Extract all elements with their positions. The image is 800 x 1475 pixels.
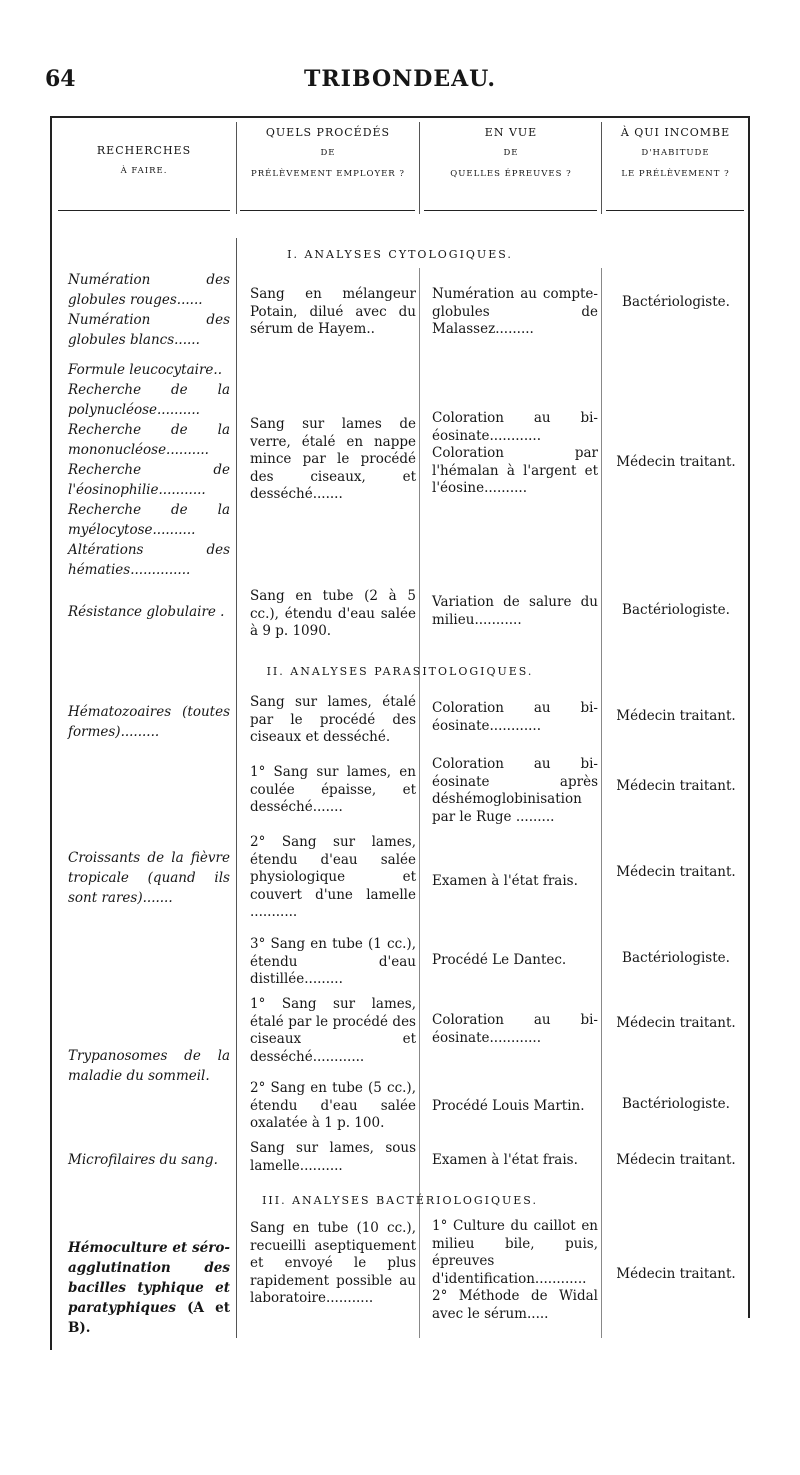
recherche-cell — [68, 360, 230, 580]
qui-cell: Médecin traitant. — [616, 1266, 736, 1282]
column-header-line: DE — [320, 148, 336, 158]
procede-cell: Sang sur lames, sous lamelle.......... — [250, 1140, 416, 1174]
column-header-line: À QUI INCOMBE — [620, 126, 731, 139]
table-right-border — [748, 118, 750, 1318]
procede-cell: Sang sur lames de verre, étalé en nappe mince par le procédé des ciseaux, et desséché....... — [250, 416, 416, 502]
epreuve-line: Coloration au bi-éosinate............ — [432, 410, 598, 444]
recherche-cell — [68, 1238, 230, 1338]
recherche-cell — [68, 270, 230, 350]
header-rule — [606, 210, 744, 211]
recherche-line: Recherche de la myélocytose.......... — [68, 502, 230, 538]
qui-cell: Médecin traitant. — [616, 778, 736, 794]
epreuve-cell: Coloration au bi-éosinate............ — [432, 1012, 598, 1046]
column-header-procedes — [238, 122, 418, 185]
recherche-cell: Croissants de la fièvre tropicale (quand ils sont rares)....... — [68, 850, 230, 906]
header-rule — [424, 210, 597, 211]
epreuve-cell: Variation de salure du milieu........... — [432, 594, 598, 628]
recherche-cell: Hématozoaires (toutes formes)......... — [68, 704, 230, 740]
epreuve-cell: Procédé Le Dantec. — [432, 952, 567, 968]
procede-cell: 1° Sang sur lames, étalé par le procédé des ciseaux et desséché............ — [250, 996, 416, 1065]
column-header-line: QUELS PROCÉDÉS — [265, 126, 391, 139]
recherche-line: Recherche de la polynucléose.......... — [68, 382, 230, 418]
procede-cell: 2° Sang sur lames, étendu d'eau salée physiologique et couvert d'une lamelle ........... — [250, 834, 416, 920]
qui-cell: Médecin traitant. — [616, 454, 736, 470]
column-header-line: À FAIRE. — [120, 166, 168, 176]
epreuve-cell: Procédé Louis Martin. — [432, 1098, 585, 1114]
qui-cell: Médecin traitant. — [616, 1152, 736, 1168]
epreuve-line: 2° Méthode de Widal avec le sérum..... — [432, 1288, 598, 1322]
procede-cell: 1° Sang sur lames, en coulée épaisse, et desséché....... — [250, 764, 416, 815]
column-header-line: PRÉLÈVEMENT EMPLOYER ? — [251, 169, 405, 179]
page-title: TRIBONDEAU. — [304, 66, 496, 92]
recherche-line: Recherche de la mononucléose.......... — [68, 422, 230, 458]
epreuve-cell: Examen à l'état frais. — [432, 873, 578, 889]
recherche-cell: Microfilaires du sang. — [68, 1152, 218, 1168]
recherche-line: Recherche de l'éosinophilie........... — [68, 462, 230, 498]
qui-cell: Bactériologiste. — [622, 294, 730, 310]
recherche-line: Altérations des hématies.............. — [68, 542, 230, 578]
section-heading: I. ANALYSES CYTOLOGIQUES. — [287, 248, 513, 261]
column-separator — [236, 122, 237, 214]
column-separator — [601, 122, 602, 214]
column-header-line: QUELLES ÉPREUVES ? — [450, 169, 572, 179]
procede-cell: Sang sur lames, étalé par le procédé des ciseaux et desséché. — [250, 694, 416, 745]
recherche-line: Numération des globules blancs...... — [68, 312, 230, 348]
recherche-line: Numération des globules rouges...... — [68, 272, 230, 308]
procede-cell: Sang en tube (10 cc.), recueilli aseptiquement et envoyé le plus rapidement possible au laboratoire........... — [250, 1220, 416, 1306]
epreuve-line: Coloration par l'hémalan à l'argent et l'éosine.......... — [432, 445, 598, 496]
recherche-cell: Résistance globulaire . — [68, 604, 225, 620]
column-header-line: D'HABITUDE — [641, 148, 710, 158]
header-rule — [240, 210, 415, 211]
procede-cell: 3° Sang en tube (1 cc.), étendu d'eau distillée......... — [250, 936, 416, 987]
qui-cell: Bactériologiste. — [622, 950, 730, 966]
page-number: 64 — [45, 66, 76, 92]
epreuve-cell: Numération au compte-globules de Malassez......... — [432, 286, 598, 337]
qui-cell: Médecin traitant. — [616, 1015, 736, 1031]
recherche-cell: Trypanosomes de la maladie du sommeil. — [68, 1048, 230, 1084]
qui-cell: Bactériologiste. — [622, 602, 730, 618]
epreuve-cell: Coloration au bi-éosinate après déshémoglobinisation par le Ruge ......... — [432, 756, 598, 825]
recherche-line: Hémoculture et séro-agglutination des bacilles typhique et paratyphiques — [68, 1240, 230, 1316]
epreuve-cell — [432, 410, 598, 498]
qui-cell: Médecin traitant. — [616, 708, 736, 724]
section-heading: II. ANALYSES PARASITOLOGIQUES. — [266, 665, 534, 678]
column-header-epreuves — [421, 122, 601, 185]
recherche-line: (A et B). — [68, 1300, 230, 1336]
column-separator — [236, 238, 237, 1338]
column-header-line: EN VUE — [484, 126, 538, 139]
column-header-line: DE — [503, 148, 519, 158]
qui-cell: Bactériologiste. — [622, 1096, 730, 1112]
procede-cell: Sang en mélangeur Potain, dilué avec du sérum de Hayem.. — [250, 286, 416, 337]
epreuve-cell: Coloration au bi-éosinate............ — [432, 700, 598, 734]
qui-cell: Médecin traitant. — [616, 864, 736, 880]
column-separator — [419, 268, 420, 1338]
epreuve-cell: Examen à l'état frais. — [432, 1152, 578, 1168]
column-separator — [419, 122, 420, 214]
column-header-line: RECHERCHES — [96, 144, 192, 157]
column-separator — [601, 268, 602, 1338]
epreuve-cell — [432, 1218, 598, 1323]
table-top-rule — [50, 116, 750, 118]
column-header-line: LE PRÉLÈVEMENT ? — [621, 169, 730, 179]
column-header-recherches — [58, 140, 230, 182]
section-heading: III. ANALYSES BACTÉRIOLOGIQUES. — [262, 1194, 538, 1207]
procede-cell: Sang en tube (2 à 5 cc.), étendu d'eau salée à 9 p. 1090. — [250, 588, 416, 639]
table-left-border — [50, 118, 52, 1350]
recherche-line: Formule leucocytaire.. — [68, 362, 222, 378]
column-header-qui — [603, 122, 748, 185]
procede-cell: 2° Sang en tube (5 cc.), étendu d'eau salée oxalatée à 1 p. 100. — [250, 1080, 416, 1131]
header-rule — [58, 210, 230, 211]
epreuve-line: 1° Culture du caillot en milieu bile, puis, épreuves d'identification............ — [432, 1218, 598, 1287]
